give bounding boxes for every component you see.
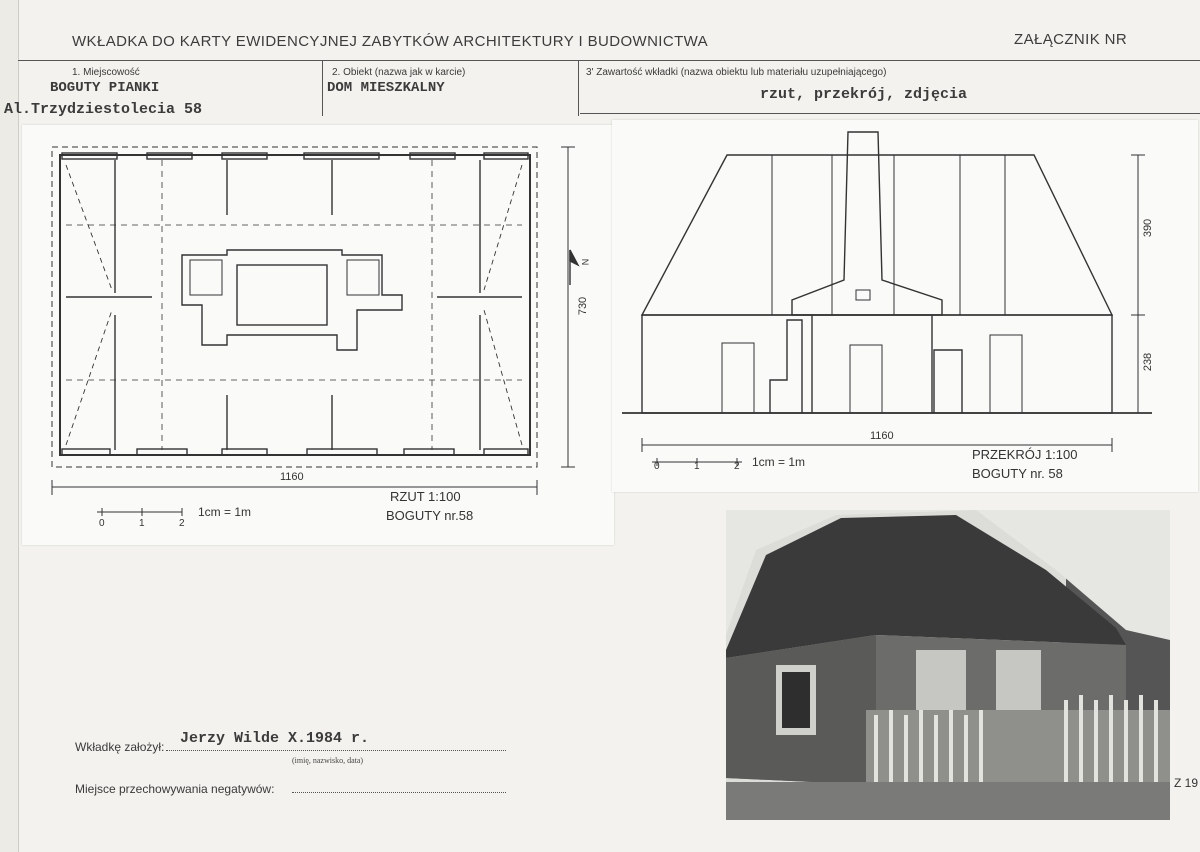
plan-scale-tick-0: 0 xyxy=(99,518,105,529)
house-photograph xyxy=(726,510,1170,820)
section-scale-text: 1cm = 1m xyxy=(752,455,806,469)
north-label: N xyxy=(580,258,591,266)
plan-caption-2: BOGUTY nr.58 xyxy=(386,508,474,523)
photo-reference: Z 19 xyxy=(1174,776,1199,790)
plan-caption-1: RZUT 1:100 xyxy=(390,489,461,504)
document-title: WKŁADKA DO KARTY EWIDENCYJNEJ ZABYTKÓW ARCHITEKTURY I BUDOWNICTWA xyxy=(72,33,709,50)
floor-plan-drawing xyxy=(22,125,614,545)
header-divider-2 xyxy=(578,60,579,116)
header-rule-bottom xyxy=(580,113,1200,114)
plan-scale-text: 1cm = 1m xyxy=(198,505,252,519)
section-wall-dimension: 238 xyxy=(1142,352,1155,372)
content-value: rzut, przekrój, zdjęcia xyxy=(760,86,968,103)
house-photo-image xyxy=(726,510,1170,820)
section-scale-tick-0: 0 xyxy=(654,461,660,472)
object-value: DOM MIESZKALNY xyxy=(327,80,445,96)
object-label: 2. Obiekt (nazwa jak w karcie) xyxy=(332,67,466,78)
section-scale-tick-2: 2 xyxy=(734,461,740,472)
plan-scale-tick-2: 2 xyxy=(179,518,185,529)
address-value: Al.Trzydziestolecia 58 xyxy=(4,101,203,118)
section-width-dimension: 1160 xyxy=(870,430,894,442)
locality-label: 1. Miejscowość xyxy=(72,67,140,78)
inserted-by-note: (imię, nazwisko, data) xyxy=(292,756,364,765)
annex-label: ZAŁĄCZNIK NR xyxy=(1014,31,1128,48)
section-drawing xyxy=(612,120,1198,492)
section-roof-dimension: 390 xyxy=(1142,218,1155,238)
inserted-by-line xyxy=(166,749,506,751)
locality-value: BOGUTY PIANKI xyxy=(50,80,160,96)
section-caption-1: PRZEKRÓJ 1:100 xyxy=(972,447,1078,462)
header-divider-1 xyxy=(322,60,323,116)
section-scale-tick-1: 1 xyxy=(694,461,700,472)
inserted-by-value: Jerzy Wilde X.1984 r. xyxy=(180,730,370,747)
plan-scale-tick-1: 1 xyxy=(139,518,145,529)
floor-plan-sheet xyxy=(22,125,614,545)
content-label: 3' Zawartość wkładki (nazwa obiektu lub materiału uzupełniającego) xyxy=(586,67,887,78)
negatives-location-label: Miejsce przechowywania negatywów: xyxy=(75,782,275,796)
section-sheet xyxy=(612,120,1198,492)
plan-depth-dimension: 730 xyxy=(577,296,590,316)
plan-width-dimension: 1160 xyxy=(280,471,304,483)
inserted-by-label: Wkładkę założył: xyxy=(75,740,165,754)
header-rule-top xyxy=(18,60,1200,61)
section-caption-2: BOGUTY nr. 58 xyxy=(972,466,1063,481)
negatives-location-line xyxy=(292,791,506,793)
